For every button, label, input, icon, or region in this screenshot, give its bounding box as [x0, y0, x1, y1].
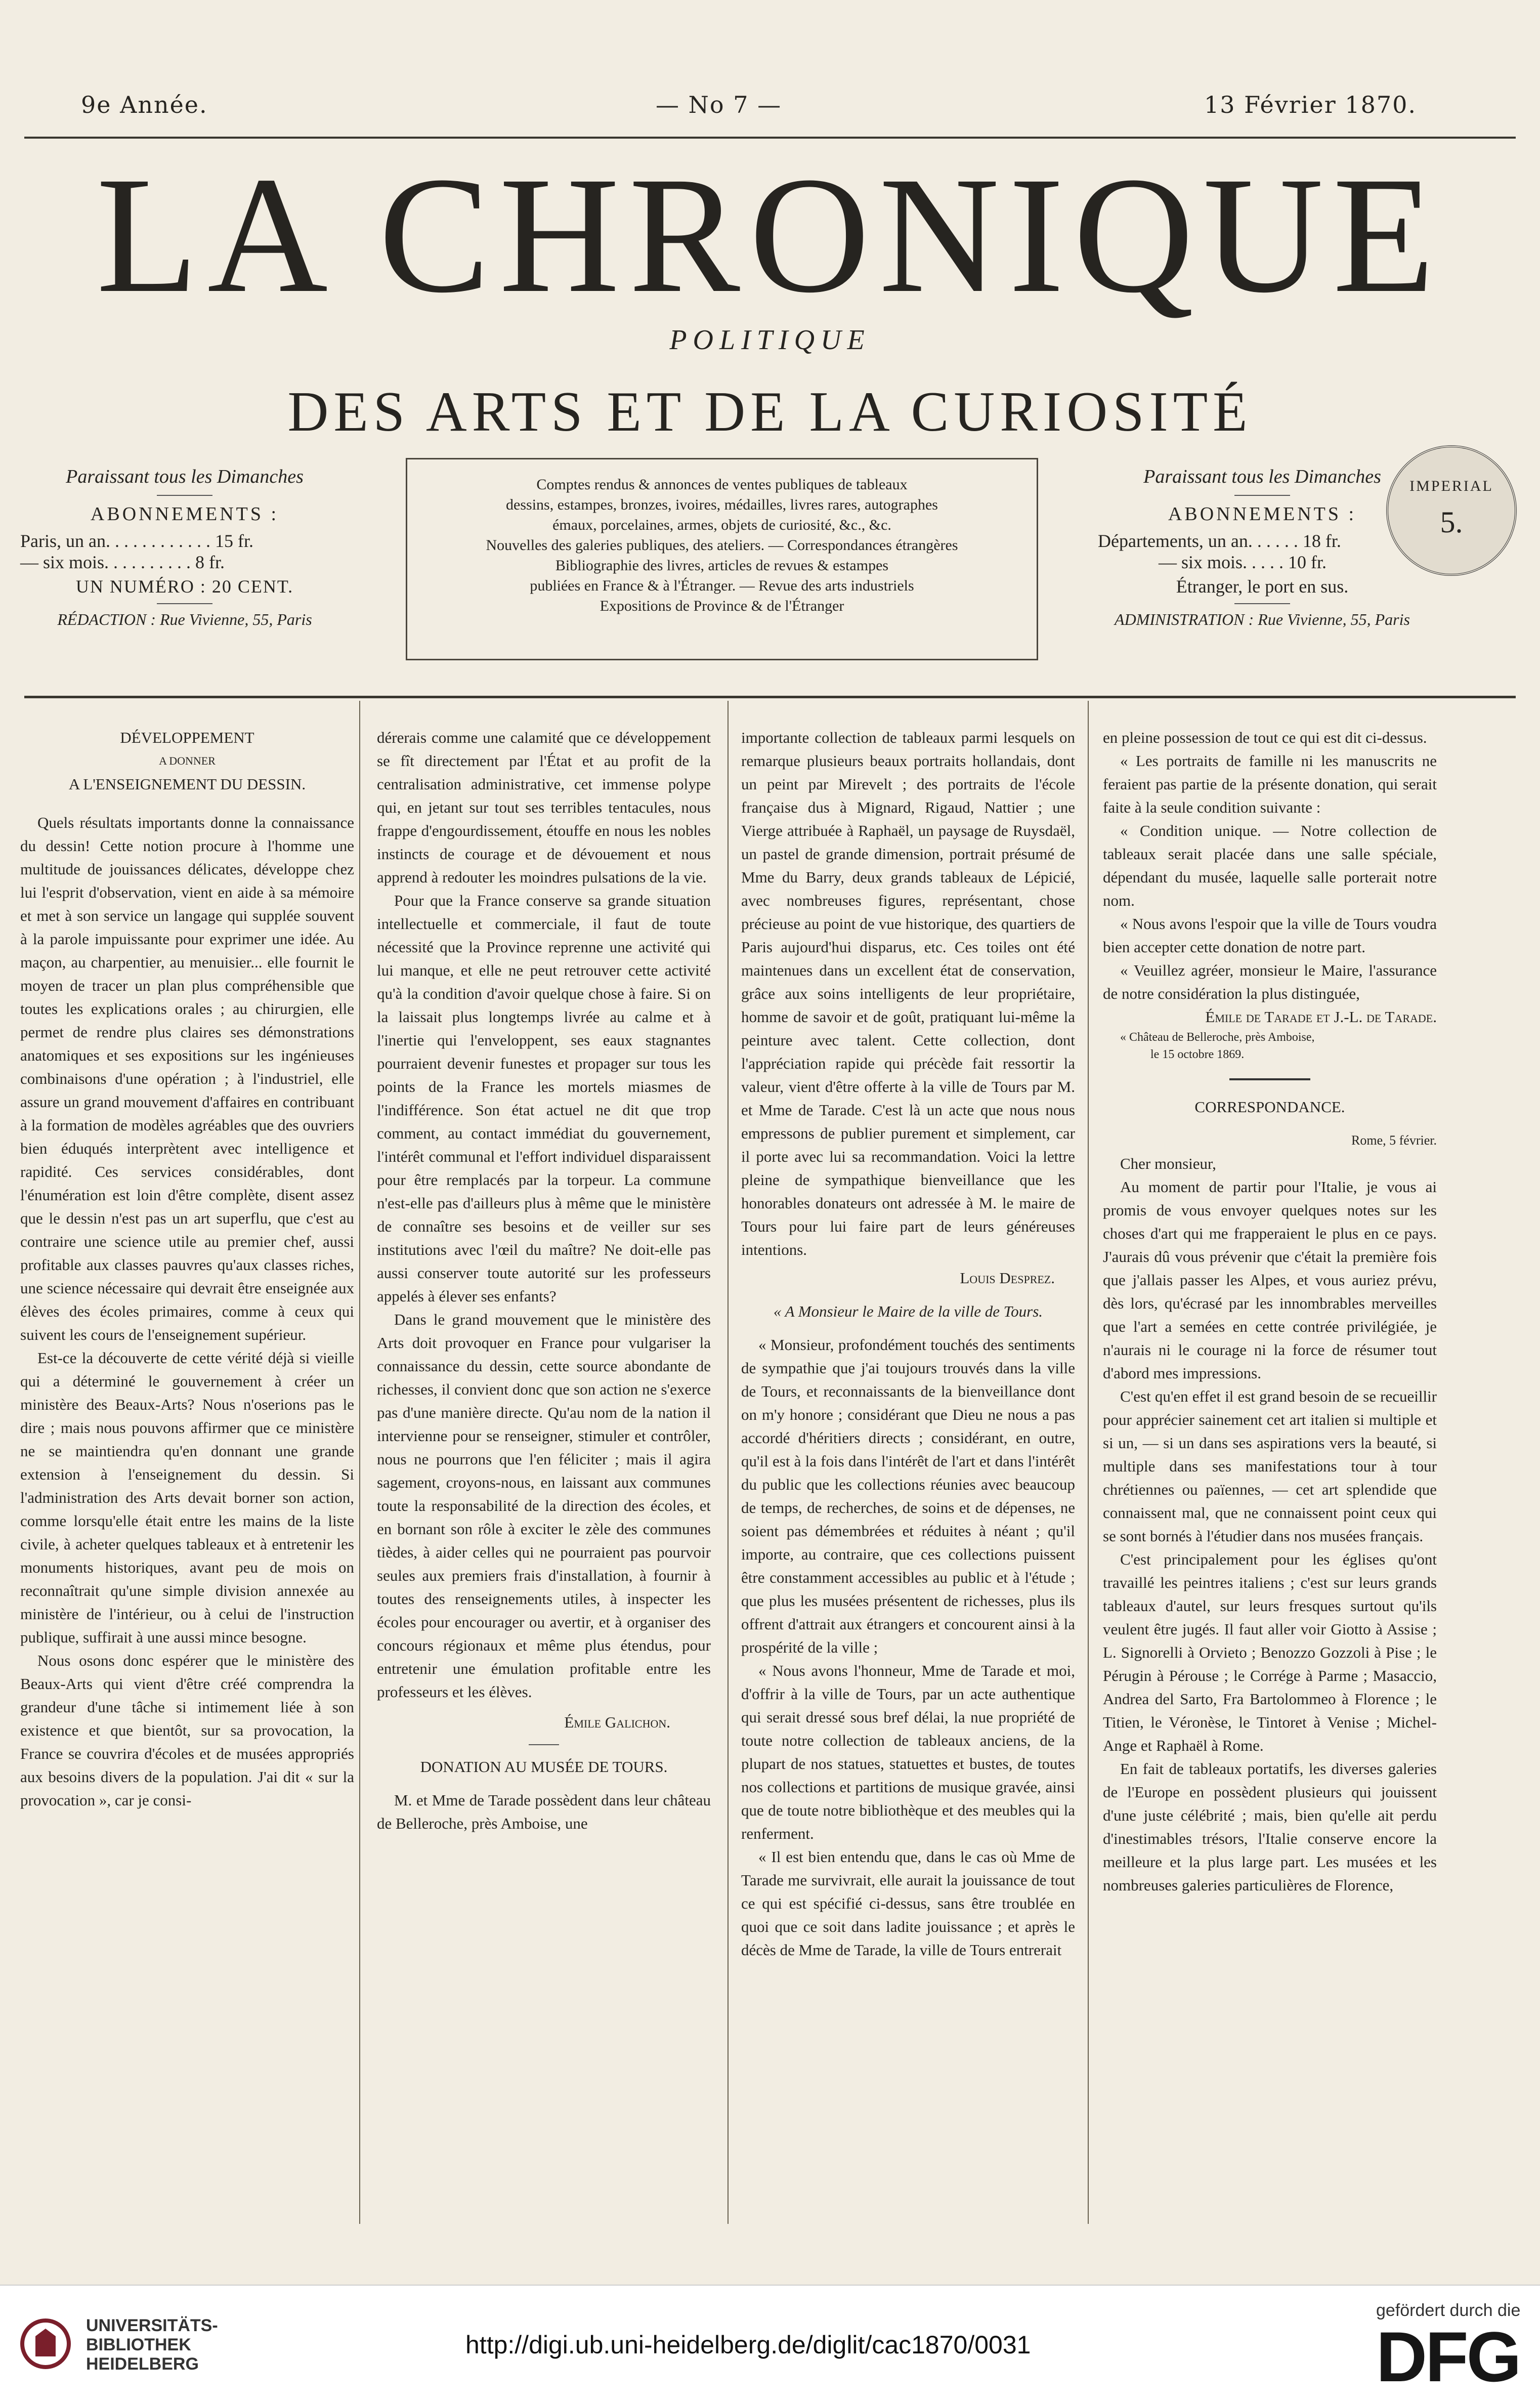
issue-number: — No 7 —	[656, 91, 782, 118]
paragraph: En fait de tableaux portatifs, les diverses galeries de l'Europe en possèdent plusieurs qui jouissent d'une juste célébrité ; mais, bien qu'elle ait perdu d'inestimables trésors, l'Italie conserve encore la meilleure et la plus large part. Les musées et les nombreuses galeries particulières de Florence,	[1103, 1760, 1437, 1894]
paragraph: Pour que la France conserve sa grande situation intellectuelle et commerciale, il faut de toute nécessité que la Province reprenne une activité qui lui manque, et elle ne peut retrouver cette activité qu'à la condition d'avoir quelque chose à faire. Si on la laissait plus longtemps livrée au calme et à l'inertie qui l'enveloppent, ses eaux stagnantes pourraient devenir funestes et propager sur tous les points de la France les mortels miasmes de l'indifférence. Son état actuel ne dit que trop comment, au contact immédiat du gouvernement, l'intérêt communal et l'effort individuel disparaissent pour être remplacés par la torpeur. La commune n'est-elle pas d'ailleurs plus à même que le ministère de connaître ses besoins et de veiller sur ses institutions avec l'œil du maître? Ne doit-elle pas aussi conserver toute autorité sur les professeurs appelés à élever ses enfants?	[377, 892, 711, 1305]
redaction-address: RÉDACTION : Rue Vivienne, 55, Paris	[57, 610, 312, 628]
article-subheading: A DONNER	[159, 754, 216, 767]
university-seal-icon	[20, 2316, 71, 2372]
column-4	[1103, 726, 1437, 1897]
right-price-dept-half: — six mois. . . . . 10 fr.	[1159, 552, 1327, 572]
paragraph: « Monsieur, profondément touchés des sentiments de sympathie que j'ai toujours trouvés dans la ville de Tours, et reconnaissants de la bienveillance dont on m'y honore ; considérant que Dieu ne nous a pas accordé d'héritiers directs ; considérant, en outre, qu'il est à la fois dans l'intérêt de l'art et dans l'intérêt du public que les collections réunies avec beaucoup de temps, de recherches, de soins et de dépenses, ne soient pas démembrées et réduites à néant ; qu'il importe, au contraire, que ces collections puissent être constamment accessibles au public et à l'étude ; que plus les musées présentent de richesses, plus ils offrent d'attrait aux étrangers et concourent ainsi à la prospérité de la ville ;	[741, 1336, 1075, 1656]
paragraph: dérerais comme une calamité que ce développement se fît directement par l'État et au profit de la centralisation administrative, cet immense polype qui, en jetant sur tout ses terribles tentacules, nous frappe d'engourdissement, étouffe en nous les nobles instincts de courage et de dévouement et nous apprend à redouter les moindres pulsations de la vie.	[377, 729, 711, 886]
left-ornament	[157, 495, 212, 496]
source-url-link[interactable]: http://digi.ub.uni-heidelberg.de/diglit/cac1870/0031	[465, 2331, 1031, 2359]
column-1	[20, 726, 354, 1812]
salutation: Cher monsieur,	[1120, 1155, 1216, 1172]
paragraph: « Les portraits de famille ni les manuscrits ne feraient pas partie de la présente donation, qui serait faite à la seule condition suivante :	[1103, 752, 1437, 816]
column-divider	[1088, 701, 1089, 2224]
column-divider	[728, 701, 729, 2224]
separator	[529, 1744, 559, 1745]
signature: Émile Galichon.	[564, 1713, 670, 1731]
masthead-title: LA CHRONIQUE	[96, 143, 1444, 327]
paragraph: importante collection de tableaux parmi lesquels on remarque plusieurs beaux portraits hollandais, dont un peint par Mirevelt ; des portraits de l'école française dus à Mignard, Rigaud, Nattier ; une Vierge attribuée à Raphaël, un paysage de Ruysdaël, un pastel de grande dimension, portrait présumé de Mme du Barry, deux grands tableaux de Lépicié, avec nombreuses figures, représentant, chose précieuse au point de vue historique, des quartiers de Paris aujourd'hui disparus, etc. Ces toiles ont été maintenues dans un excellent état de conservation, grâce aux soins intelligents de leur propriétaire, homme de savoir et de goût, pratiquant lui-même la peinture avec talent. Cette collection, dont l'appréciation rapide qui précède fait ressortir la valeur, vient d'être offerte à la ville de Tours par M. et Mme de Tarade. C'est là un acte que nous nous empressons de publier purement et simplement, car il porte avec lui sa recommandation. Voici la lettre pleine de sympathique bienveillance que les honorables donateurs ont adressée à M. le maire de Tours pour lui faire part de leurs généreuses intentions.	[741, 729, 1075, 1258]
article-heading: DÉVELOPPEMENT	[120, 729, 254, 746]
foreign-price: Étranger, le port en sus.	[1176, 576, 1349, 597]
column-3	[741, 726, 1075, 1962]
contents-box	[406, 458, 1038, 660]
column-2	[377, 726, 711, 1835]
right-subscription-title: ABONNEMENTS :	[1168, 503, 1357, 525]
masthead-subtitle-politique: POLITIQUE	[669, 324, 871, 356]
paragraph: « Il est bien entendu que, dans le cas où Mme de Tarade me survivrait, elle aurait la jouissance de tout ce qui est spécifié ci-dessus, sans être troublée en quoi que ce soit dans ladite jouissance ; et après le décès de Mme de Tarade, la ville de Tours entrerait	[741, 1848, 1075, 1959]
sponsor-label: gefördert durch die	[1376, 2301, 1521, 2320]
postage-stamp	[1386, 445, 1517, 576]
paragraph: M. et Mme de Tarade possèdent dans leur château de Belleroche, près Amboise, une	[377, 1791, 711, 1832]
dateline: Rome, 5 février.	[1351, 1133, 1437, 1148]
paragraph: C'est principalement pour les églises qu'ont travaillé les peintres italiens ; c'est sur leurs grands tableaux d'autel, sur leurs fresques surtout qu'ils veulent être jugés. Il faut aller voir Giotto à Assise ; L. Signorelli à Orvieto ; Benozzo Gozzoli à Pise ; le Pérugin à Pérouse ; le Corrége à Parme ; Masaccio, Andrea del Sarto, Fra Bartolommeo à Florence ; le Titien, le Véronèse, le Tintoret à Venise ; Michel-Ange et Raphaël à Rome.	[1103, 1550, 1437, 1754]
letter-address: « A Monsieur le Maire de la ville de Tours.	[773, 1302, 1043, 1320]
issue-date: 13 Février 1870.	[1204, 91, 1417, 118]
administration-address: ADMINISTRATION : Rue Vivienne, 55, Paris	[1115, 610, 1410, 628]
signature: Émile de Tarade et J.-L. de Tarade.	[1205, 1008, 1437, 1026]
stamp-text: IMPERIAL	[1409, 478, 1493, 494]
contents-line: Nouvelles des galeries publiques, des ateliers. — Correspondances étrangères	[486, 537, 958, 554]
dfg-logo: DFG	[1376, 2317, 1520, 2396]
paragraph: « Veuillez agréer, monsieur le Maire, l'assurance de notre considération la plus distinguée,	[1103, 961, 1437, 1002]
library-line: BIBLIOTHEK	[86, 2335, 191, 2354]
paragraph: en pleine possession de tout ce qui est dit ci-dessus.	[1103, 729, 1427, 746]
signature: Louis Desprez.	[960, 1269, 1055, 1287]
separator	[1229, 1078, 1310, 1080]
letter-place: « Château de Belleroche, près Amboise,	[1120, 1031, 1315, 1044]
paragraph: « Condition unique. — Notre collection de tableaux serait placée dans une salle spéciale, dépendant du musée, laquelle salle porterait notre nom.	[1103, 822, 1437, 909]
contents-line: Comptes rendus & annonces de ventes publiques de tableaux	[536, 476, 908, 493]
stamp-value: 5.	[1440, 505, 1463, 539]
paragraph: Au moment de partir pour l'Italie, je vous ai promis de vous envoyer quelques notes sur les choses d'art qui me frapperaient le plus en ce pays. J'aurais dû vous prévenir que c'était la première fois que j'allais passer les Alpes, et vous auriez prévu, dès lors, qu'écrasé par les innombrables merveilles que l'art a semées en cette contrée privilégiée, je n'aurais ni le courage ni la force de résumer tout d'abord mes impressions.	[1103, 1178, 1437, 1382]
contents-line: Expositions de Province & de l'Étranger	[600, 598, 844, 614]
library-name	[86, 2316, 218, 2374]
single-issue-price: UN NUMÉRO : 20 CENT.	[75, 576, 294, 597]
right-tagline: Paraissant tous les Dimanches	[1143, 466, 1381, 487]
left-price-paris-half: — six mois. . . . . . . . . . 8 fr.	[20, 552, 225, 572]
paragraph: « Nous avons l'honneur, Mme de Tarade et moi, d'offrir à la ville de Tours, par un acte authentique qui serait dressé sous bref délai, la nue propriété de toute notre collection de tableaux anciens, de la plupart de nos statues, statuettes et bustes, de toutes nos collections et partitions de musique gravée, ainsi que de toute notre bibliothèque et des meubles qui la renferment.	[741, 1662, 1075, 1842]
contents-line: Bibliographie des livres, articles de revues & estampes	[555, 557, 889, 574]
left-price-paris-year: Paris, un an. . . . . . . . . . . . 15 fr.	[20, 531, 253, 551]
paragraph: Nous osons donc espérer que le ministère des Beaux-Arts qui vient d'être créé comprendra la grandeur d'une tâche si intimement liée à son existence et que bientôt, sur sa provocation, la France se couvrira d'écoles et de musées appropriés aux besoins divers de la population. J'ai dit « sur la provocation », car je consi-	[20, 1652, 354, 1809]
article-title: DONATION AU MUSÉE DE TOURS.	[420, 1758, 668, 1776]
contents-line: émaux, porcelaines, armes, objets de curiosité, &c., &c.	[552, 517, 891, 533]
right-subscription-block	[1098, 466, 1427, 629]
right-ornament	[1234, 495, 1290, 496]
masthead-subtitle-arts: DES ARTS ET DE LA CURIOSITÉ	[287, 381, 1253, 443]
article-title: A L'ENSEIGNEMENT DU DESSIN.	[68, 775, 306, 793]
paragraph: « Nous avons l'espoir que la ville de Tours voudra bien accepter cette donation de notre part.	[1103, 915, 1437, 956]
paragraph: Quels résultats importants donne la connaissance du dessin! Cette notion procure à l'homme une multitude de jouissances délicates, développe chez lui l'esprit d'observation, vient en aide à sa mémoire et met à son service un langage qui supplée souvent à la parole impuissante pour exprimer une idée. Au maçon, au charpentier, au menuisier... elle fournit le moyen de tracer un plan plus compréhensible que toutes les explications orales ; au chirurgien, elle permet de rendre plus claires ses démonstrations anatomiques et ses expositions sur les ingénieuses combinaisons d'une opération ; à l'industriel, elle assure un grand mouvement d'affaires en contribuant à la formation de modèles agréables que des ouvriers bien éduqués interprètent avec intelligence et rapidité. Ces services considérables, dont l'énumération est loin d'être complète, disent assez que le dessin n'est pas un art superflu, que c'est au contraire une science utile au premier chef, aussi profitable aux classes pauvres qu'aux classes riches, une science nécessaire qui devrait être enseignée aux élèves des écoles primaires, comme à ceux qui suivent les cours de l'enseignement supérieur.	[20, 814, 354, 1343]
left-tagline: Paraissant tous les Dimanches	[66, 466, 304, 487]
letter-date: le 15 octobre 1869.	[1150, 1048, 1245, 1061]
contents-line: dessins, estampes, bronzes, ivoires, médailles, livres rares, autographes	[506, 496, 938, 513]
left-subscription-title: ABONNEMENTS :	[90, 503, 279, 525]
footer-bar	[0, 2285, 1540, 2403]
paragraph: C'est qu'en effet il est grand besoin de se recueillir pour apprécier sainement cet art italien si multiple et si un, — si un dans ses aspirations vers la beauté, si multiple dans ses manifestations tour à tour chrétiennes ou païennes, — cet art splendide que connaissent mal, que ne connaissent point ceux qui se sont bornés à l'étudier dans nos musées français.	[1103, 1387, 1437, 1545]
column-divider	[359, 701, 360, 2224]
top-rule	[24, 137, 1516, 139]
section-title: CORRESPONDANCE.	[1194, 1098, 1345, 1116]
right-ornament-2	[1234, 603, 1290, 604]
library-line: HEIDELBERG	[86, 2354, 199, 2374]
year-label: 9e Année.	[81, 91, 208, 118]
library-line: UNIVERSITÄTS-	[86, 2316, 218, 2335]
contents-line: publiées en France & à l'Étranger. — Revue des arts industriels	[530, 577, 914, 594]
header-rule	[24, 696, 1516, 698]
paragraph: Est-ce la découverte de cette vérité déjà si vieille qui a déterminé le gouvernement à créer un ministère des Beaux-Arts? Nous n'oserions pas le dire ; mais nous pouvons affirmer que ce ministère ne se maintiendra qu'en donnant une grande extension à l'enseignement du dessin. Si l'administration des Arts devait borner son action, comme lorsqu'elle était entre les mains de la liste civile, à acheter quelques tableaux et à entretenir les monuments historiques, avant peu de mois on reconnaîtrait qu'une simple division annexée au ministère de l'intérieur, ou à celui de l'instruction publique, suffirait à une aussi mince besogne.	[20, 1349, 354, 1646]
right-price-dept-year: Départements, un an. . . . . . 18 fr.	[1098, 531, 1341, 551]
paragraph: Dans le grand mouvement que le ministère des Arts doit provoquer en France pour vulgariser la connaissance du dessin, cette source abondante de richesses, il convient donc que son action ne s'exerce pas d'une manière directe. Qu'au nom de la nation il intervienne pour se renseigner, stimuler et contrôler, nous ne pourrons que l'en féliciter ; mais il agira sagement, croyons-nous, en laissant aux communes toute la responsabilité de la direction des écoles, et en bornant son rôle à exciter le zèle des communes tièdes, à aider celles qui ne pourraient pas pourvoir seules aux premiers frais d'installation, à fournir à toutes des renseignements utiles, à inspecter les écoles pour encourager ou avertir, et à organiser des concours régionaux et même plus étendus, pour entretenir une émulation profitable entre les professeurs et les élèves.	[377, 1311, 711, 1701]
left-ornament-2	[157, 603, 212, 604]
left-subscription-block	[20, 466, 349, 629]
